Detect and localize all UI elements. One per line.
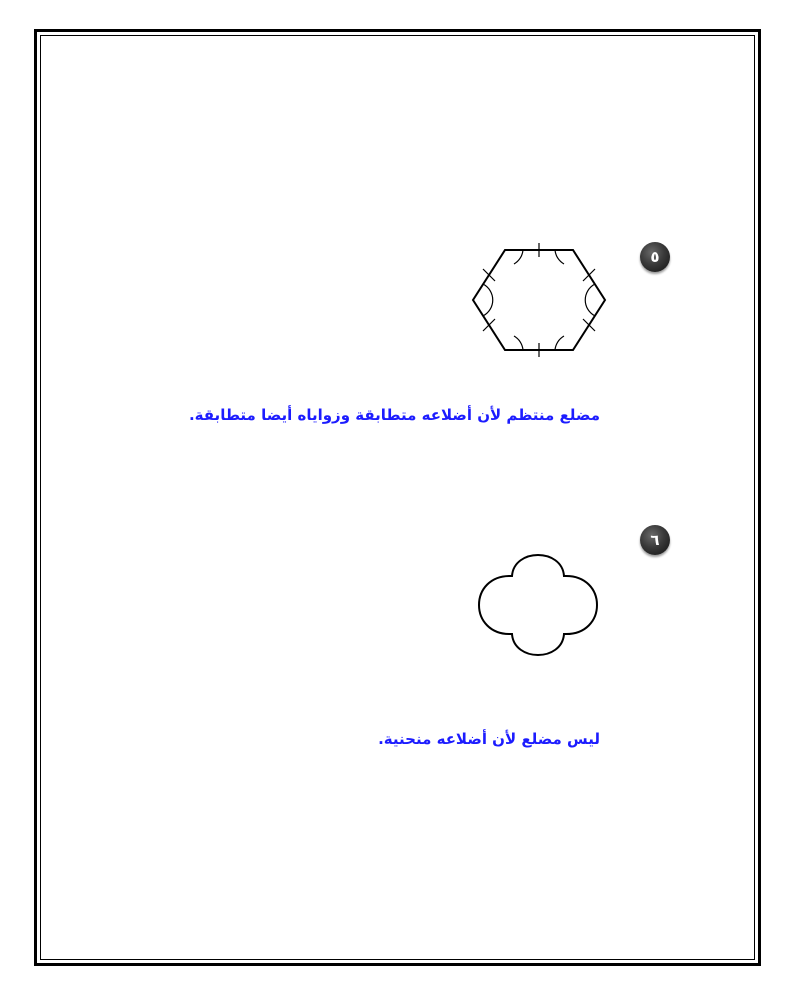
item-number-badge: ٦ [640, 525, 670, 555]
page-border [34, 29, 761, 966]
page-border-inner [40, 35, 755, 960]
answer-text: مضلع منتظم لأن أضلاعه متطابقة وزواياه أيضا متطابقة. [188, 406, 600, 424]
item-number-badge: ٥ [640, 242, 670, 272]
quatrefoil-curved-shape-icon [462, 546, 614, 664]
answer-text: ليس مضلع لأن أضلاعه منحنية. [378, 730, 600, 748]
regular-hexagon-icon [468, 242, 612, 358]
